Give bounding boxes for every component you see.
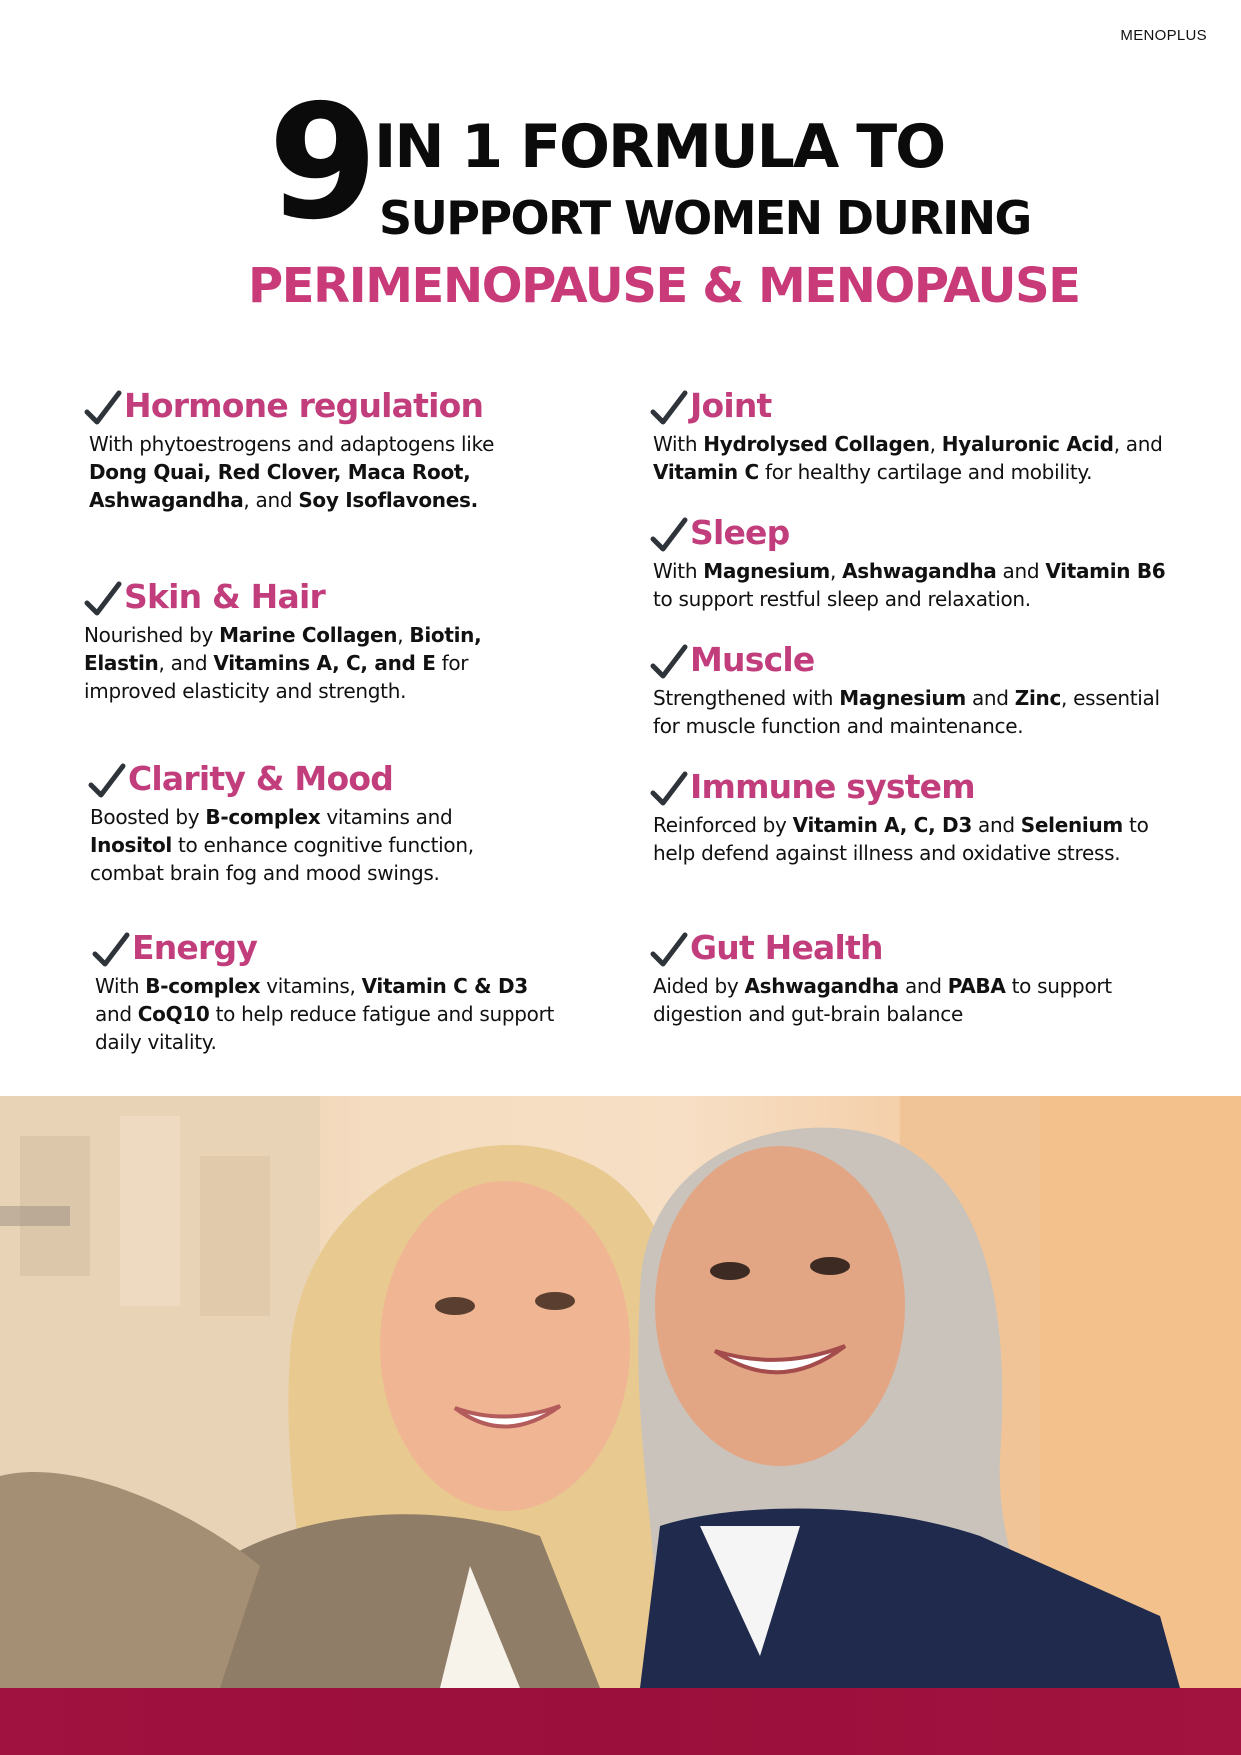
- benefit-title: Energy: [132, 928, 258, 967]
- checkmark-icon: [88, 763, 126, 799]
- benefit-description: Nourished by Marine Collagen, Biotin, Elastin, and Vitamins A, C, and E for improved elasticity and strength.: [84, 623, 482, 703]
- headline-line-1: IN 1 FORMULA TO: [374, 112, 945, 182]
- benefit-title: Joint: [690, 386, 772, 425]
- benefit-description: With Magnesium, Ashwagandha and Vitamin B6 to support restful sleep and relaxation.: [653, 559, 1166, 611]
- benefit-skin-hair: [84, 577, 524, 705]
- checkmark-icon: [650, 932, 688, 968]
- benefit-muscle: [650, 640, 1190, 740]
- benefit-description: Boosted by B-complex vitamins and Inositol to enhance cognitive function, combat brain fog and mood swings.: [90, 805, 474, 885]
- headline-line-2: SUPPORT WOMEN DURING: [379, 191, 1031, 245]
- headline: [0, 0, 1241, 320]
- benefit-description: Aided by Ashwagandha and PABA to support digestion and gut-brain balance: [653, 974, 1112, 1026]
- benefit-clarity-mood: [88, 759, 528, 887]
- benefit-hormone-regulation: [84, 386, 544, 514]
- benefit-title: Clarity & Mood: [128, 759, 394, 798]
- benefit-gut-health: [650, 928, 1190, 1028]
- checkmark-icon: [650, 390, 688, 426]
- benefit-description: Strengthened with Magnesium and Zinc, essential for muscle function and maintenance.: [653, 686, 1160, 738]
- checkmark-icon: [650, 771, 688, 807]
- benefit-title: Muscle: [690, 640, 815, 679]
- benefit-title: Sleep: [690, 513, 790, 552]
- benefit-joint: [650, 386, 1190, 486]
- hero-photo: [0, 1096, 1241, 1688]
- benefit-description: Reinforced by Vitamin A, C, D3 and Selenium to help defend against illness and oxidative stress.: [653, 813, 1149, 865]
- headline-number: 9: [268, 71, 372, 255]
- benefit-title: Gut Health: [690, 928, 883, 967]
- checkmark-icon: [650, 517, 688, 553]
- checkmark-icon: [650, 644, 688, 680]
- checkmark-icon: [92, 932, 130, 968]
- benefit-immune-system: [650, 767, 1190, 867]
- brand-label: MENOPLUS: [1120, 27, 1207, 44]
- women-selfie-illustration: [0, 1096, 1241, 1688]
- benefit-sleep: [650, 513, 1190, 613]
- benefit-title: Hormone regulation: [124, 386, 484, 425]
- footer-bar: [0, 1688, 1241, 1755]
- checkmark-icon: [84, 581, 122, 617]
- benefit-description: With phytoestrogens and adaptogens like Dong Quai, Red Clover, Maca Root, Ashwagandha, and Soy Isoflavones.: [89, 432, 495, 512]
- checkmark-icon: [84, 390, 122, 426]
- benefit-description: With B-complex vitamins, Vitamin C & D3 and CoQ10 to help reduce fatigue and support daily vitality.: [95, 974, 555, 1054]
- benefit-title: Skin & Hair: [124, 577, 325, 616]
- headline-line-3: PERIMENOPAUSE & MENOPAUSE: [248, 258, 1080, 314]
- benefit-energy: [92, 928, 562, 1056]
- benefit-description: With Hydrolysed Collagen, Hyaluronic Acid, and Vitamin C for healthy cartilage and mobility.: [653, 432, 1163, 484]
- benefit-title: Immune system: [690, 767, 975, 806]
